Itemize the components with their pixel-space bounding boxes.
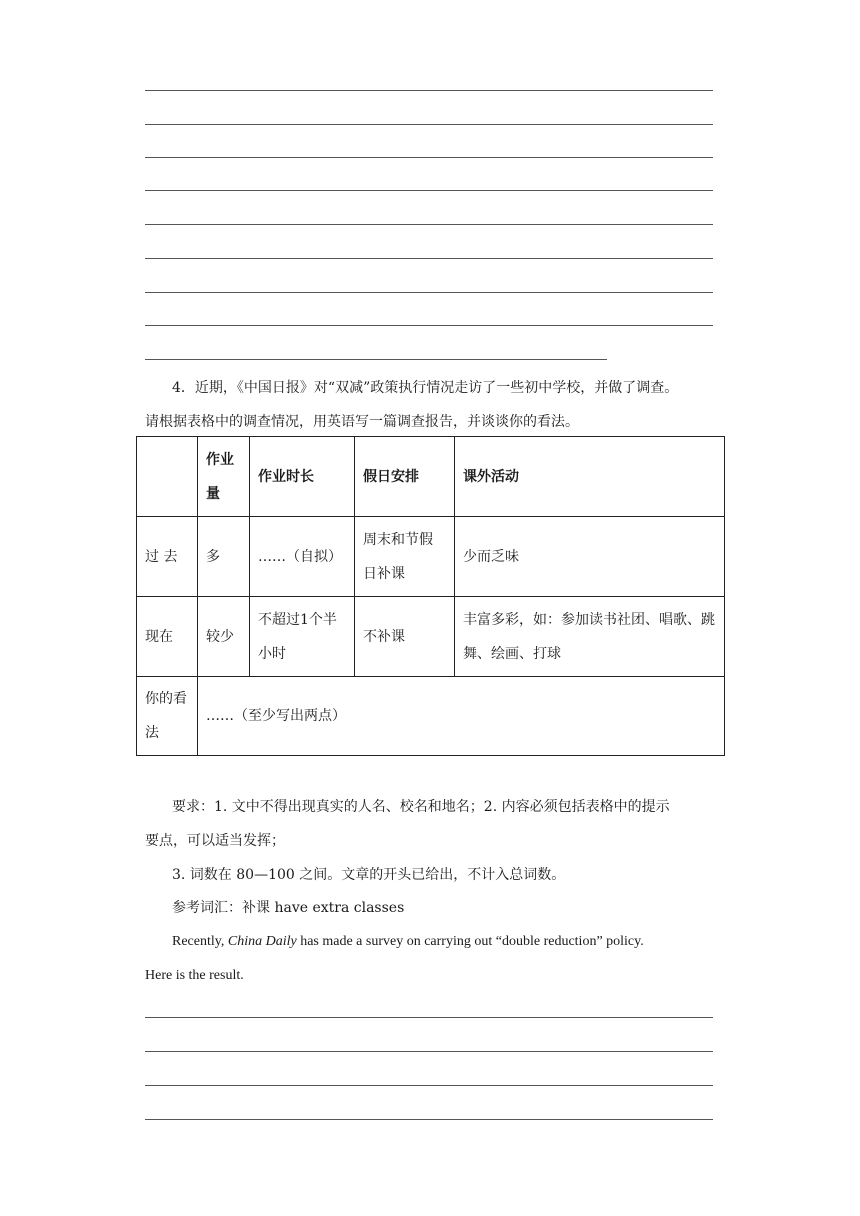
row-label: 你的看法	[137, 677, 198, 756]
opening-prefix: Recently,	[172, 934, 228, 949]
table-cell: 少而乏味	[455, 517, 725, 597]
task-line-2: 请根据表格中的调查情况，用英语写一篇调查报告，并谈谈你的看法。	[145, 414, 579, 430]
table-cell: 丰富多彩，如：参加读书社团、唱歌、跳舞、绘画、打球	[455, 597, 725, 677]
table-cell: ……（自拟）	[250, 517, 355, 597]
table-row	[137, 597, 725, 677]
header-cell: 作业时长	[250, 437, 355, 517]
survey-table	[136, 436, 725, 756]
table-cell: 不补课	[355, 597, 455, 677]
row-label: 过 去	[137, 517, 198, 597]
requirements-line-2: 要点，可以适当发挥；	[145, 833, 285, 849]
opening-line-1	[172, 932, 644, 952]
header-cell: 假日安排	[355, 437, 455, 517]
table-header-row	[137, 437, 725, 517]
table-row	[137, 677, 725, 756]
table-cell: 不超过1个半小时	[250, 597, 355, 677]
answer-line	[145, 1119, 713, 1120]
answer-line	[145, 157, 713, 158]
table-cell: 较少	[198, 597, 250, 677]
header-cell	[137, 437, 198, 517]
answer-line	[145, 292, 713, 293]
answer-line	[145, 190, 713, 191]
answer-line	[145, 1085, 713, 1086]
requirements-line-1: 要求：1. 文中不得出现真实的人名、校名和地名；2. 内容必须包括表格中的提示	[172, 799, 670, 815]
opinion-cell: ……（至少写出两点）	[198, 677, 725, 756]
table-cell: 多	[198, 517, 250, 597]
vocabulary-hint: 参考词汇：补课 have extra classes	[172, 900, 405, 916]
header-cell: 作业量	[198, 437, 250, 517]
answer-line	[145, 1017, 713, 1018]
answer-line	[145, 1051, 713, 1052]
answer-line	[145, 124, 713, 125]
opening-suffix: has made a survey on carrying out “double reduction” policy.	[296, 934, 644, 949]
header-cell: 课外活动	[455, 437, 725, 517]
answer-line	[145, 224, 713, 225]
answer-line	[145, 359, 607, 360]
row-label: 现在	[137, 597, 198, 677]
table-row	[137, 517, 725, 597]
requirements-line-3: 3. 词数在 80—100 之间。文章的开头已给出，不计入总词数。	[172, 867, 566, 883]
answer-line	[145, 325, 713, 326]
table-cell: 周末和节假日补课	[355, 517, 455, 597]
newspaper-title: China Daily	[227, 934, 297, 949]
opening-line-2: Here is the result.	[145, 968, 244, 983]
answer-line	[145, 90, 713, 91]
answer-line	[145, 258, 713, 259]
task-line-1: 4．近期，《中国日报》对“双减”政策执行情况走访了一些初中学校，并做了调查。	[172, 380, 679, 396]
